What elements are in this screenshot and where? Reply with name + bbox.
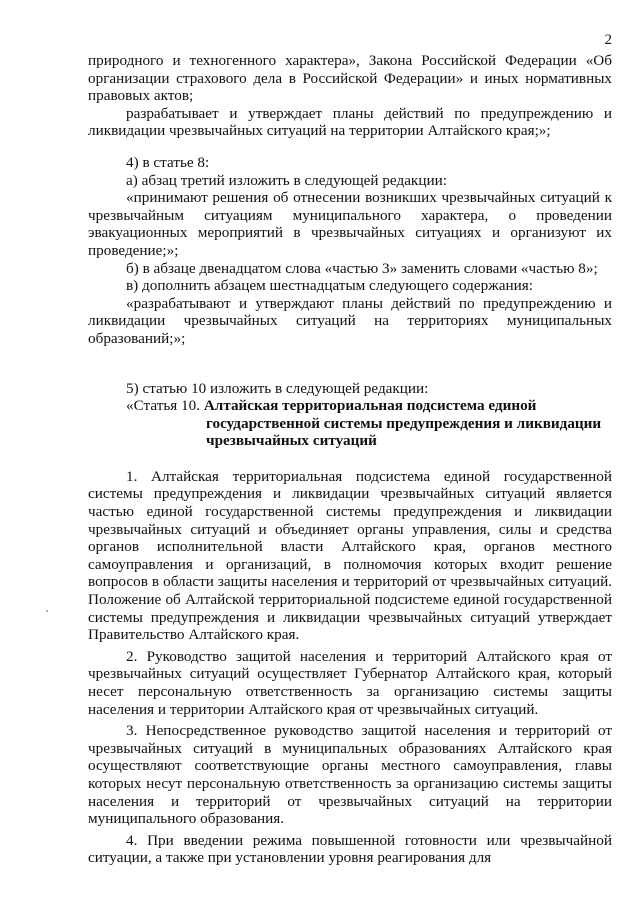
article-item-1: 1. Алтайская территориальная подсистема единой государственной системы предупреждения и ликвидации чрезвычайных ситуаций является частью единой государственной системы предупреждения и ликвидации чрезвычайных ситуаций и объединяет органы управления, силы и средства органов исполнительной власти Алтайского края, органов местного самоуправления и организаций, в полномочия которых входит решение вопросов в области защиты населения и территорий от чрезвычайных ситуаций. Положение об Алтайской территориальной подсистеме единой государственной системы предупреждения и ликвидации чрезвычайных ситуаций утверждает Правительство Алтайского края. — [88, 467, 612, 644]
article-item-2: 2. Руководство защитой населения и территорий Алтайского края от чрезвычайных ситуаций осуществляет Губернатор Алтайского края, который несет персональную ответственность за организацию системы защиты населения и территории Алтайского края от чрезвычайных ситуаций. — [88, 647, 612, 718]
article-title-line3: чрезвычайных ситуаций — [206, 432, 377, 450]
article-item-4: 4. При введении режима повышенной готовности или чрезвычайной ситуации, а также при установлении уровня реагирования для — [88, 831, 612, 867]
article-title-line1: Алтайская территориальная подсистема единой — [203, 397, 537, 415]
paragraph-sub-b: б) в абзаце двенадцатом слова «частью 3» заменить словами «частью 8»; — [126, 259, 598, 277]
article-heading — [88, 397, 612, 450]
paragraph-quote-plans: «разрабатывают и утверждают планы действий по предупреждению и ликвидации чрезвычайных ситуаций на территориях муниципальных образований;»; — [88, 294, 612, 347]
paragraph-action-plans: разрабатывает и утверждает планы действий по предупреждению и ликвидации чрезвычайных ситуаций на территории Алтайского края;»; — [88, 104, 612, 140]
article-prefix: «Статья 10. — [126, 397, 201, 415]
page-number: 2 — [604, 32, 612, 48]
document-body — [88, 52, 612, 867]
scan-speck — [46, 610, 48, 612]
article-item-3: 3. Непосредственное руководство защитой населения и территорий от чрезвычайных ситуаций в муниципальных образованиях Алтайского края осуществляют соответствующие органы местного самоуправления, главы которых несут персональную ответственность за организацию системы защиты населения и территорий от чрезвычайных ситуаций на территории муниципального образования. — [88, 722, 612, 828]
paragraph-item-4: 4) в статье 8: — [126, 153, 210, 171]
paragraph-legal-acts: природного и техногенного характера», Закона Российской Федерации «Об организации страхового дела в Российской Федерации» и иных нормативных правовых актов; — [88, 52, 612, 105]
paragraph-quote-decisions: «принимают решения об отнесении возникших чрезвычайных ситуаций к чрезвычайным ситуациям муниципального характера, о проведении эвакуационных мероприятий в чрезвычайных ситуациях и организуют их проведение;»; — [88, 189, 612, 259]
article-title-line2: государственной системы предупреждения и ликвидации — [206, 414, 602, 432]
paragraph-item-5: 5) статью 10 изложить в следующей редакции: — [126, 379, 429, 397]
paragraph-sub-c: в) дополнить абзацем шестнадцатым следующего содержания: — [126, 277, 533, 295]
paragraph-sub-a: а) абзац третий изложить в следующей редакции: — [126, 171, 447, 189]
